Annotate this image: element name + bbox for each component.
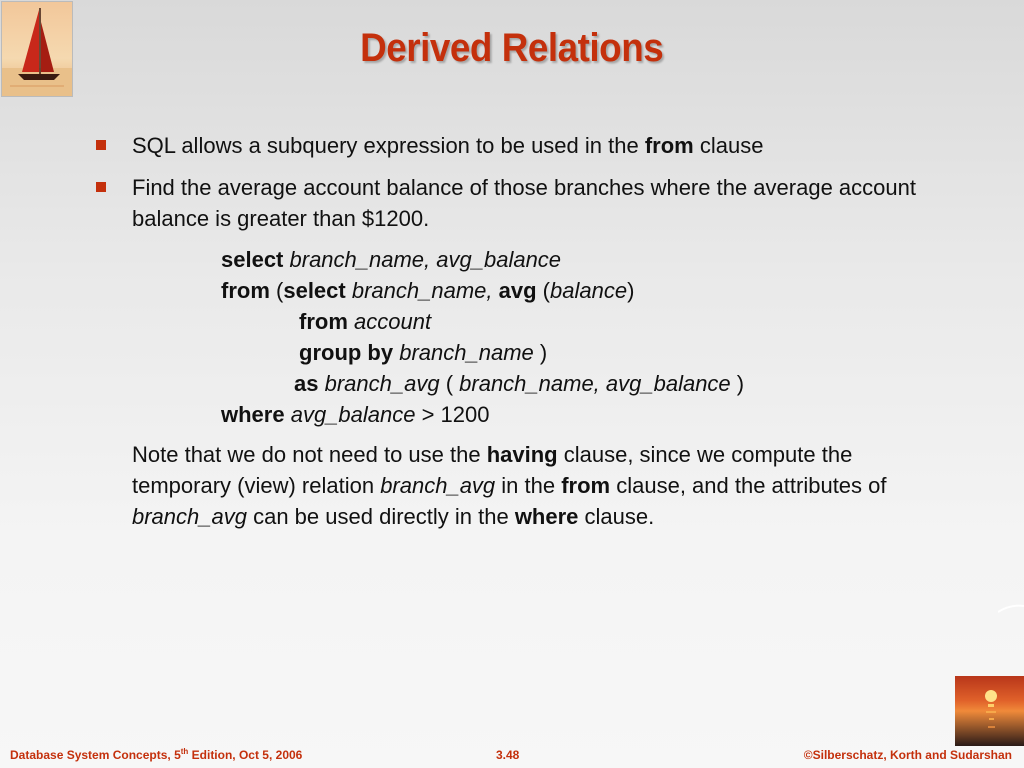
bullet-square-icon — [96, 140, 106, 150]
query-line-6: where avg_balance > 1200 — [221, 402, 490, 427]
query-line-5: as branch_avg ( branch_name, avg_balance ) — [294, 371, 745, 396]
footer-copyright: ©Silberschatz, Korth and Sudarshan — [803, 748, 1012, 762]
query-line-4: group by branch_name ) — [299, 340, 548, 365]
query-line-1: select branch_name, avg_balance — [221, 247, 562, 272]
slide-title: Derived Relations — [360, 26, 664, 70]
footer-page-number: 3.48 — [496, 748, 520, 762]
keyword: from — [644, 133, 694, 158]
bullet-text: Find the average account balance of those branches where the average account balance is greater than $1200. — [132, 175, 916, 231]
bullet-text: clause — [693, 133, 764, 158]
query-line-2: from (select branch_name, avg (balance) — [221, 278, 635, 303]
query-line-3: from account — [299, 309, 432, 334]
bullet-square-icon — [96, 182, 106, 192]
footer-book-title: Database System Concepts, 5th Edition, Oct 5, 2006 — [10, 747, 303, 762]
bullet-text: SQL allows a subquery expression to be used in the — [132, 133, 645, 158]
decorative-swoosh-icon — [998, 604, 1024, 614]
note-paragraph: Note that we do not need to use the having clause, since we compute the temporary (view) relation branch_avg in the from clause, and the attributes of branch_avg can be used directly in the where clause. — [132, 442, 887, 529]
sunset-image — [955, 676, 1024, 746]
